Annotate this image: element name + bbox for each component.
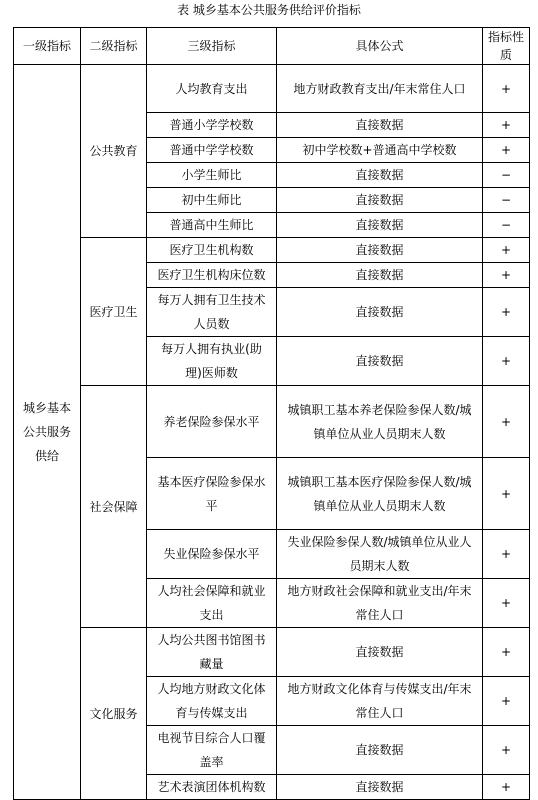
- sign-cell: +: [483, 65, 530, 113]
- sign-cell: +: [483, 337, 530, 386]
- level3-cell: 人均社会保障和就业支出: [147, 579, 277, 628]
- level3-cell: 人均教育支出: [147, 65, 277, 113]
- formula-cell: 直接数据: [277, 263, 483, 288]
- formula-cell: 直接数据: [277, 238, 483, 263]
- formula-cell: 直接数据: [277, 213, 483, 238]
- formula-cell: 地方财政教育支出/年末常住人口: [277, 65, 483, 113]
- level2-cell: 社会保障: [81, 386, 147, 628]
- level3-cell: 医疗卫生机构数: [147, 238, 277, 263]
- level3-cell: 艺术表演团体机构数: [147, 775, 277, 800]
- sign-cell: +: [483, 138, 530, 163]
- header-level2: 二级指标: [81, 28, 147, 65]
- formula-cell: 直接数据: [277, 337, 483, 386]
- formula-cell: 地方财政文化体育与传媒支出/年末常住人口: [277, 677, 483, 726]
- level3-cell: 每万人拥有执业(助理)医师数: [147, 337, 277, 386]
- header-sign: 指标性质: [483, 28, 530, 65]
- sign-cell: −: [483, 213, 530, 238]
- level3-cell: 普通小学学校数: [147, 113, 277, 138]
- level3-cell: 医疗卫生机构床位数: [147, 263, 277, 288]
- formula-cell: 直接数据: [277, 628, 483, 677]
- formula-cell: 直接数据: [277, 113, 483, 138]
- table-row: [14, 238, 530, 263]
- formula-cell: 城镇职工基本养老保险参保人数/城镇单位从业人员期末人数: [277, 386, 483, 458]
- formula-cell: 直接数据: [277, 188, 483, 213]
- formula-cell: 直接数据: [277, 775, 483, 800]
- table-caption: 表 城乡基本公共服务供给评价指标: [177, 3, 361, 17]
- level3-cell: 电视节目综合人口覆盖率: [147, 726, 277, 775]
- level2-cell: 公共教育: [81, 65, 147, 238]
- level2-cell: 文化服务: [81, 628, 147, 800]
- sign-cell: +: [483, 579, 530, 628]
- level1-cell: 城乡基本公共服务供给: [14, 65, 81, 800]
- formula-cell: 城镇职工基本医疗保险参保人数/城镇单位从业人员期末人数: [277, 458, 483, 530]
- header-row: [14, 28, 530, 65]
- sign-cell: +: [483, 677, 530, 726]
- header-level1: 一级指标: [14, 28, 81, 65]
- formula-cell: 直接数据: [277, 288, 483, 337]
- sign-cell: +: [483, 775, 530, 800]
- level3-cell: 小学生师比: [147, 163, 277, 188]
- sign-cell: +: [483, 113, 530, 138]
- table-row: [14, 386, 530, 458]
- sign-cell: +: [483, 238, 530, 263]
- formula-cell: 失业保险参保人数/城镇单位从业人员期末人数: [277, 530, 483, 579]
- level3-cell: 基本医疗保险参保水平: [147, 458, 277, 530]
- sign-cell: −: [483, 163, 530, 188]
- formula-cell: 初中学校数+普通高中学校数: [277, 138, 483, 163]
- sign-cell: +: [483, 628, 530, 677]
- formula-cell: 地方财政社会保障和就业支出/年末常住人口: [277, 579, 483, 628]
- sign-cell: +: [483, 458, 530, 530]
- table-row: [14, 628, 530, 677]
- sign-cell: +: [483, 726, 530, 775]
- level2-cell: 医疗卫生: [81, 238, 147, 386]
- sign-cell: +: [483, 288, 530, 337]
- level3-cell: 普通高中生师比: [147, 213, 277, 238]
- sign-cell: +: [483, 386, 530, 458]
- header-formula: 具体公式: [277, 28, 483, 65]
- formula-cell: 直接数据: [277, 163, 483, 188]
- level3-cell: 初中生师比: [147, 188, 277, 213]
- level3-cell: 养老保险参保水平: [147, 386, 277, 458]
- level3-cell: 每万人拥有卫生技术人员数: [147, 288, 277, 337]
- sign-cell: −: [483, 188, 530, 213]
- sign-cell: +: [483, 530, 530, 579]
- sign-cell: +: [483, 263, 530, 288]
- level3-cell: 人均地方财政文化体育与传媒支出: [147, 677, 277, 726]
- table-body: [14, 65, 530, 800]
- table-row: [14, 65, 530, 113]
- formula-cell: 直接数据: [277, 726, 483, 775]
- level3-cell: 失业保险参保水平: [147, 530, 277, 579]
- level3-cell: 人均公共图书馆图书藏量: [147, 628, 277, 677]
- level3-cell: 普通中学学校数: [147, 138, 277, 163]
- indicator-table: [13, 27, 530, 800]
- header-level3: 三级指标: [147, 28, 277, 65]
